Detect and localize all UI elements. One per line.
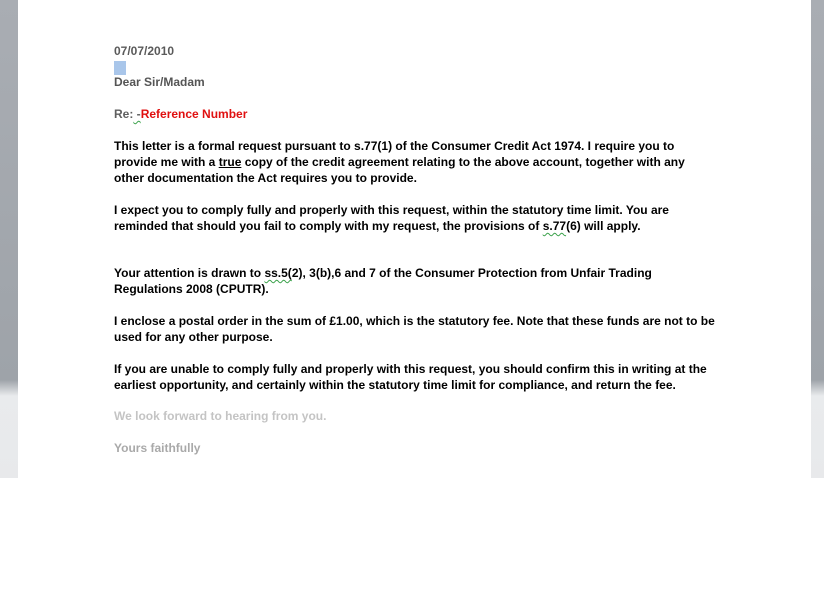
letter-salutation: Dear Sir/Madam [114, 75, 205, 89]
letter-date: 07/07/2010 [114, 44, 175, 58]
reference-line [114, 106, 247, 122]
paragraph-5-line-2: earliest opportunity, and certainly within the statutory time limit for compliance, and return the fee. [114, 378, 676, 392]
section-reference: s.77 [542, 219, 567, 233]
paragraph-3-line-1 [114, 265, 652, 281]
paragraph-1-line-2 [114, 154, 685, 170]
p2-text-b: (6) will apply. [566, 219, 641, 233]
paragraph-4-line-1: I enclose a postal order in the sum of £1.00, which is the statutory fee. Note that these funds are not to be [114, 314, 715, 328]
reference-number: Reference Number [140, 107, 248, 121]
text-cursor-selection [114, 61, 126, 75]
true-word: true [218, 155, 242, 169]
p1-text-a: provide me with a [114, 155, 219, 169]
document-page[interactable] [18, 0, 811, 478]
p3-text-b: 2), 3(b),6 and 7 of the Consumer Protection from Unfair Trading [291, 266, 652, 280]
p1-text-b: copy of the credit agreement relating to the above account, together with any [241, 155, 685, 169]
paragraph-2-line-2 [114, 218, 641, 234]
re-separator: - [133, 107, 141, 121]
paragraph-1-line-3: other documentation the Act requires you to provide. [114, 171, 417, 185]
paragraph-2-line-1: I expect you to comply fully and properly with this request, within the statutory time limit. You are [114, 203, 669, 217]
p2-text-a: reminded that should you fail to comply with my request, the provisions of [114, 219, 543, 233]
paragraph-3-line-2: Regulations 2008 (CPUTR). [114, 282, 269, 296]
paragraph-4-line-2: used for any other purpose. [114, 330, 273, 344]
paragraph-5-line-1: If you are unable to comply fully and properly with this request, you should confirm this in writing at the [114, 362, 707, 376]
paragraph-1-line-1: This letter is a formal request pursuant to s.77(1) of the Consumer Credit Act 1974. I require you to [114, 139, 675, 153]
p3-text-a: Your attention is drawn to [114, 266, 265, 280]
re-label: Re: [114, 107, 134, 121]
ss-reference: ss.5( [264, 266, 292, 280]
sign-off: Yours faithfully [114, 441, 201, 455]
closing-line: We look forward to hearing from you. [114, 409, 327, 423]
